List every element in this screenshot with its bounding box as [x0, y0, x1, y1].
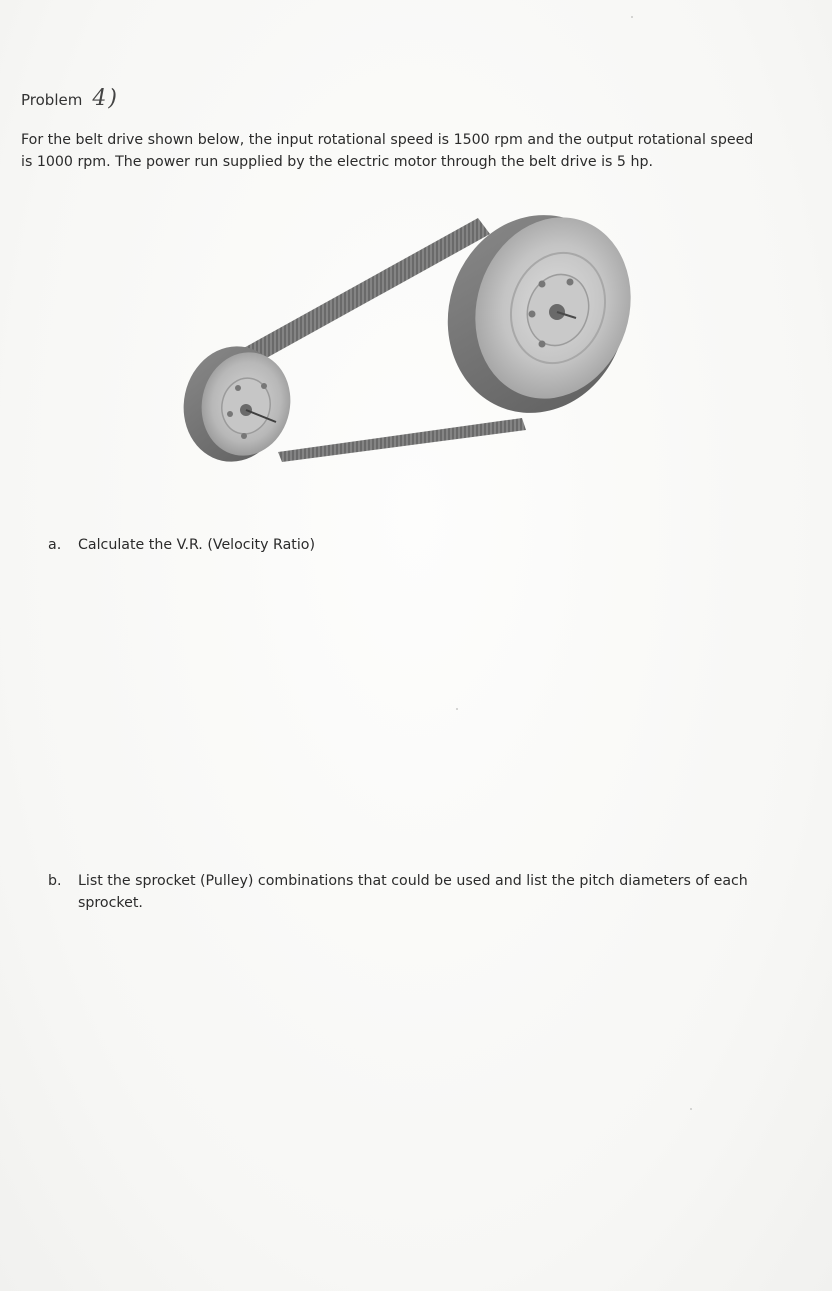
question-a-text: Calculate the V.R. (Velocity Ratio): [78, 537, 315, 553]
question-b-text-line-1: List the sprocket (Pulley) combinations that could be used and list the pitch diameters of each: [78, 873, 748, 889]
problem-statement: [21, 129, 801, 173]
problem-statement-line-2: is 1000 rpm. The power run supplied by the electric motor through the belt drive is 5 hp.: [21, 154, 653, 170]
question-a-label: a.: [48, 537, 62, 553]
question-a: [48, 534, 315, 556]
question-b: [48, 870, 788, 914]
belt-lower-strand: [278, 418, 526, 462]
scan-speck: [690, 1108, 692, 1110]
problem-statement-line-1: For the belt drive shown below, the input rotational speed is 1500 rpm and the output rotational speed: [21, 132, 754, 148]
scan-speck: [631, 16, 633, 18]
belt-drive-illustration: [160, 190, 660, 490]
problem-label: Problem: [21, 91, 83, 109]
question-b-text-line-2: sprocket.: [78, 895, 143, 911]
scan-speck: [456, 708, 458, 710]
large-pulley: [422, 192, 653, 437]
problem-number-handwritten: 4): [92, 86, 119, 111]
belt-upper-strand: [222, 218, 490, 376]
question-b-label: b.: [48, 873, 62, 889]
small-pulley: [173, 337, 300, 471]
problem-heading: [21, 86, 119, 111]
